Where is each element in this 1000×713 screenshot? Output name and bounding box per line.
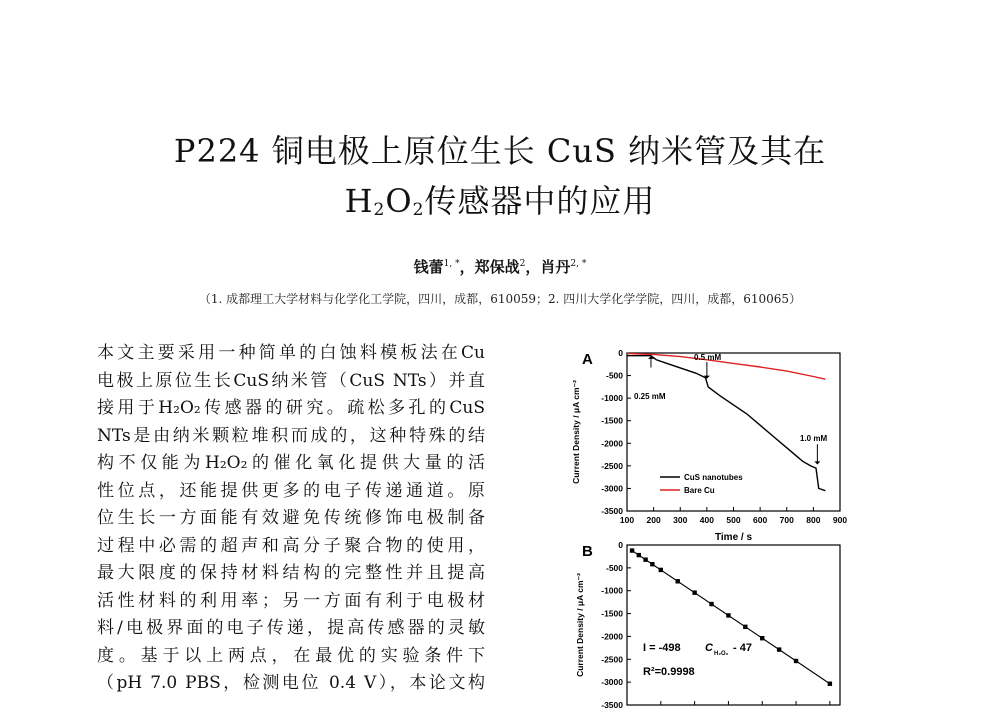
y-tick-label-a: -3000: [601, 483, 623, 494]
x-tick-label-a: 900: [832, 515, 848, 525]
data-point: [630, 548, 634, 552]
data-point: [794, 659, 798, 663]
data-point: [676, 579, 680, 583]
abstract-line: 活性材料的利用率；另一方面有利于电极材: [97, 590, 485, 611]
x-tick-label-a: 700: [779, 515, 794, 525]
annotation-arrowhead-10: [814, 461, 820, 464]
abstract-line: 位生长一方面能有效避免传统修饰电极制备: [97, 508, 485, 528]
data-point: [777, 647, 781, 651]
y-tick-label-a: -2500: [601, 460, 623, 471]
data-point: [743, 625, 747, 629]
author-2-sup: 2: [519, 259, 526, 269]
abstract-line: 性位点，还能提供更多的电子传递通道。原: [97, 480, 485, 501]
data-point: [643, 557, 647, 561]
x-tick-label-a: 400: [699, 515, 714, 525]
paper-title-text: 铜电极上原位生长 CuS 纳米管及其在: [271, 132, 827, 170]
y-axis-label-a: Current Density / μA cm⁻²: [571, 380, 581, 484]
author-3-sup: 2, *: [570, 259, 587, 269]
y-tick-label-a: -1000: [601, 393, 623, 404]
data-point: [692, 590, 696, 594]
legend-label-bare: Bare Cu: [684, 486, 715, 495]
title-o: O: [385, 182, 413, 220]
y-tick-label-b: -1000: [601, 585, 623, 596]
author-1-sup: 1, *: [443, 259, 460, 269]
y-tick-label-a: -3500: [601, 506, 623, 516]
paper-code: P224: [173, 132, 261, 170]
r-squared: R²=0.9998: [643, 666, 695, 678]
series-line-bare-cu: [627, 354, 825, 380]
y-tick-label-b: -3000: [601, 677, 623, 688]
data-point: [637, 553, 641, 557]
x-tick-label-a: 800: [806, 515, 821, 525]
annotation-10mM: 1.0 mM: [800, 434, 828, 443]
title-sub1: 2: [373, 200, 386, 220]
data-point: [726, 613, 730, 617]
y-tick-label-a: -2000: [601, 438, 623, 449]
panel-label-b: B: [582, 543, 593, 560]
y-tick-label-a: 0: [618, 348, 623, 358]
data-point: [650, 562, 654, 566]
x-tick-label-a: 300: [673, 515, 688, 525]
y-tick-label-b: 0: [618, 540, 623, 550]
title-sub2: 2: [412, 200, 425, 220]
x-axis-label-a: Time / s: [714, 532, 753, 543]
abstract-line: 度。基于以上两点，在最优的实验条件下: [97, 645, 485, 666]
equation-prefix: I = -498: [643, 642, 681, 654]
author-1: 钱蕾: [413, 258, 444, 276]
y-axis-label-b: Current Density / μA cm⁻²: [575, 573, 585, 677]
affiliation: （1. 成都理工大学材料与化学化工学院，四川，成都，610059；2. 四川大学化学学院，四川，成都，610065）: [198, 292, 802, 306]
y-tick-label-a: -500: [605, 370, 623, 381]
data-point: [709, 602, 713, 606]
author-3: 肖丹: [540, 258, 571, 276]
y-tick-label-b: -2000: [601, 631, 623, 642]
x-tick-label-a: 100: [619, 515, 635, 525]
y-tick-label-b: -3500: [601, 700, 623, 710]
author-sep-2: ，: [525, 258, 541, 276]
abstract-line: 本文主要采用一种简单的白蚀料模板法在Cu: [97, 343, 485, 363]
abstract-line: NTs是由纳米颗粒堆积而成的，这种特殊的结: [97, 425, 485, 446]
title-rest: 传感器中的应用: [424, 182, 656, 220]
annotation-05mM: 0.5 mM: [694, 353, 722, 362]
data-point: [828, 682, 832, 686]
x-tick-label-a: 200: [646, 515, 661, 525]
abstract-line: 构不仅能为H₂O₂的催化氧化提供大量的活: [97, 453, 485, 473]
data-point: [760, 636, 764, 640]
series-line-cus-nanotubes: [627, 356, 828, 491]
equation-var: C: [705, 642, 713, 654]
abstract-line: 料/电极界面的电子传递，提高传感器的灵敏: [97, 618, 485, 638]
y-tick-label-a: -1500: [601, 415, 623, 426]
abstract-line: 最大限度的保持材料结构的完整性并且提高: [97, 563, 485, 583]
data-point: [659, 568, 663, 572]
abstract-line: 接用于H₂O₂传感器的研究。疏松多孔的CuS: [97, 398, 485, 418]
author-2: 郑保战: [474, 258, 520, 276]
annotation-025mM: 0.25 mM: [634, 392, 666, 401]
equation-sub: H₂O₂: [714, 651, 729, 657]
title-h: H: [344, 182, 374, 220]
abstract-line: 过程中必需的超声和高分子聚合物的使用，: [97, 535, 485, 556]
y-tick-label-b: -2500: [601, 654, 623, 665]
abstract-line: （pH 7.0 PBS，检测电位 0.4 V），本论文构: [97, 673, 485, 693]
panel-label-a: A: [582, 351, 593, 368]
author-sep-1: ，: [459, 258, 475, 276]
y-tick-label-b: -500: [605, 562, 623, 573]
abstract-line: 电极上原位生长CuS纳米管（CuS NTs）并直: [97, 370, 485, 391]
x-tick-label-a: 600: [753, 515, 768, 525]
x-tick-label-a: 500: [726, 515, 741, 525]
equation-suffix: - 47: [733, 642, 752, 654]
y-tick-label-b: -1500: [601, 608, 623, 619]
legend-label-cus: CuS nanotubes: [684, 473, 743, 482]
plot-frame-a: [627, 353, 840, 511]
